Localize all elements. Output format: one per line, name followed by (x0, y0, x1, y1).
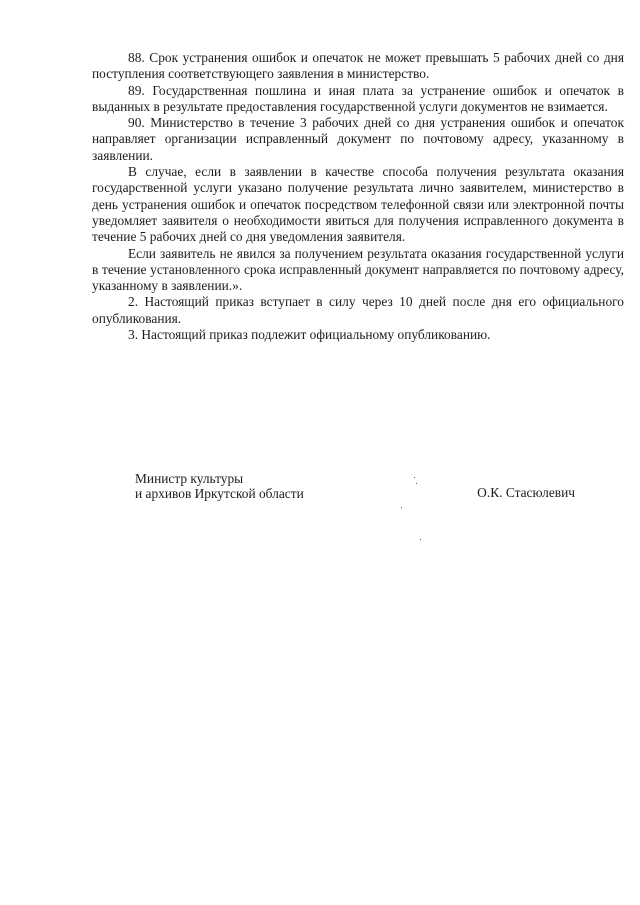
scan-speck (416, 483, 417, 484)
signatory-title (135, 472, 395, 501)
scan-speck (401, 507, 402, 508)
paragraph-effective-date: 2. Настоящий приказ вступает в силу через 10 дней после дня его официального опубликования. (92, 294, 624, 326)
paragraph-88: 88. Срок устранения ошибок и опечаток не может превышать 5 рабочих дней со дня поступления соответствующего заявления в министерство. (92, 50, 624, 82)
scan-speck (414, 477, 415, 478)
paragraph-no-show: Если заявитель не явился за получением результата оказания государственной услуги в течение установленного срока исправленный документ направляется по почтовому адресу, указанному в заявлении.». (92, 245, 624, 294)
signature-block (135, 472, 575, 512)
signatory-title-line-1: Министр культуры (135, 471, 244, 486)
paragraph-90: 90. Министерство в течение 3 рабочих дней со дня устранения ошибок и опечаток направляет организации исправленный документ по почтовому адресу, указанному в заявлении. (92, 115, 624, 163)
paragraph-personal-pickup: В случае, если в заявлении в качестве способа получения результата оказания государственной услуги указано получение результата лично заявителем, министерство в день устранения ошибок и опечаток посредством телефонной связи или электронной почты уведомляет заявителя о необходимости явиться для получения исправленного документа в течение 5 рабочих дней со дня уведомления заявителя. (92, 164, 624, 245)
scan-speck (420, 539, 421, 540)
paragraph-89: 89. Государственная пошлина и иная плата за устранение ошибок и опечаток в выданных в результате предоставления государственной услуги документов не взимается. (92, 82, 624, 114)
paragraph-publication: 3. Настоящий приказ подлежит официальному опубликованию. (128, 327, 491, 343)
signatory-name: О.К. Стасюлевич (477, 485, 575, 500)
signatory-title-line-2: и архивов Иркутской области (135, 485, 304, 501)
document-body (92, 50, 624, 343)
